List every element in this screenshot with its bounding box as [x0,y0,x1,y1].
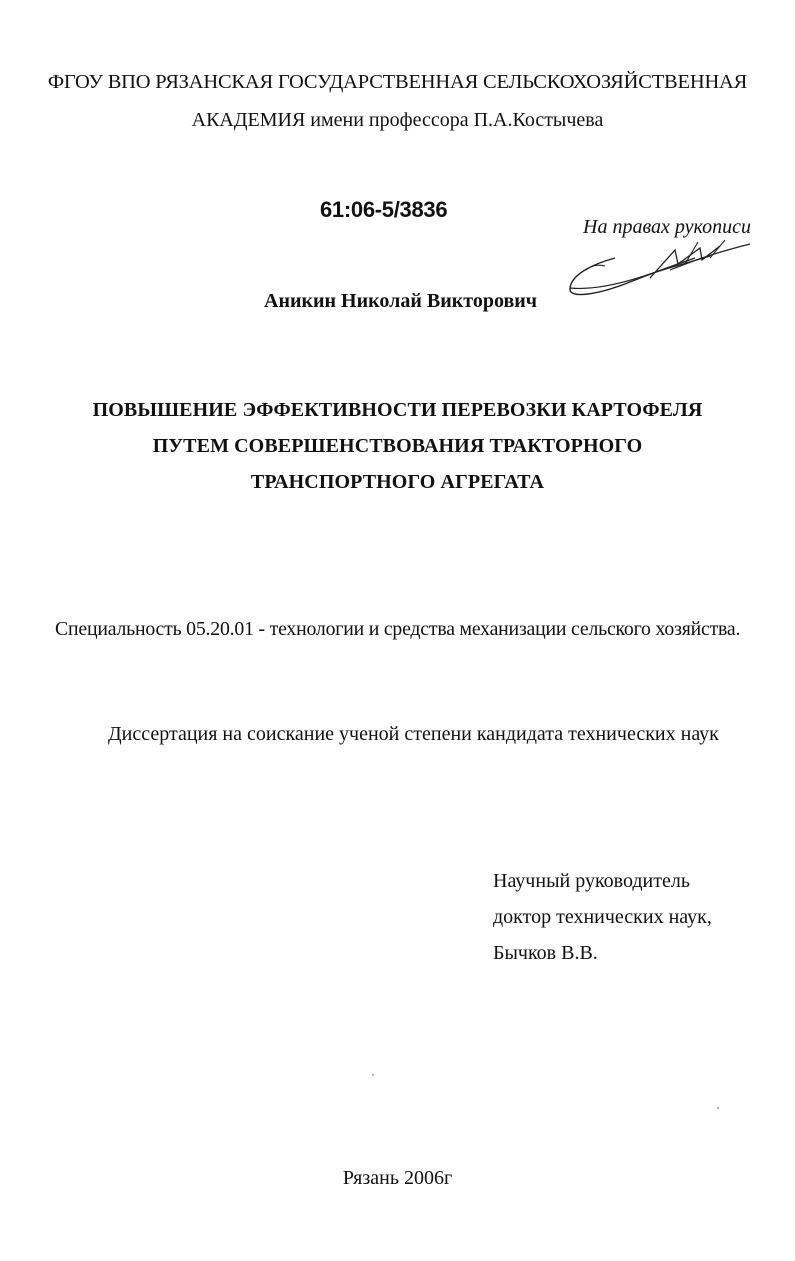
handwritten-signature [560,228,760,308]
degree-line: Диссертация на соискание ученой степени кандидата технических наук [108,723,719,745]
scan-speck [717,1107,719,1109]
supervisor-role: Научный руководитель [493,870,690,892]
supervisor-name: Бычков В.В. [493,942,598,964]
registry-code: 61:06-5/3836 [320,197,448,222]
dissertation-title-line-2: ПУТЕМ СОВЕРШЕНСТВОВАНИЯ ТРАКТОРНОГО [152,435,643,457]
dissertation-title-line-3: ТРАНСПОРТНОГО АГРЕГАТА [250,471,545,493]
institution-name-line-1: ФГОУ ВПО РЯЗАНСКАЯ ГОСУДАРСТВЕННАЯ СЕЛЬСКОХОЗЯЙСТВЕННАЯ [47,71,748,93]
dissertation-title-line-1: ПОВЫШЕНИЕ ЭФФЕКТИВНОСТИ ПЕРЕВОЗКИ КАРТОФЕЛЯ [92,399,703,421]
author-name: Аникин Николай Викторович [264,290,538,312]
manuscript-rights-note: На правах рукописи [583,216,751,238]
supervisor-degree: доктор технических наук, [493,906,712,928]
specialty-line: Специальность 05.20.01 - технологии и средства механизации сельского хозяйства. [55,618,741,640]
place-and-year: Рязань 2006г [342,1167,453,1189]
scan-speck [372,1074,374,1076]
institution-name-line-2: АКАДЕМИЯ имени профессора П.А.Костычева [191,109,604,131]
